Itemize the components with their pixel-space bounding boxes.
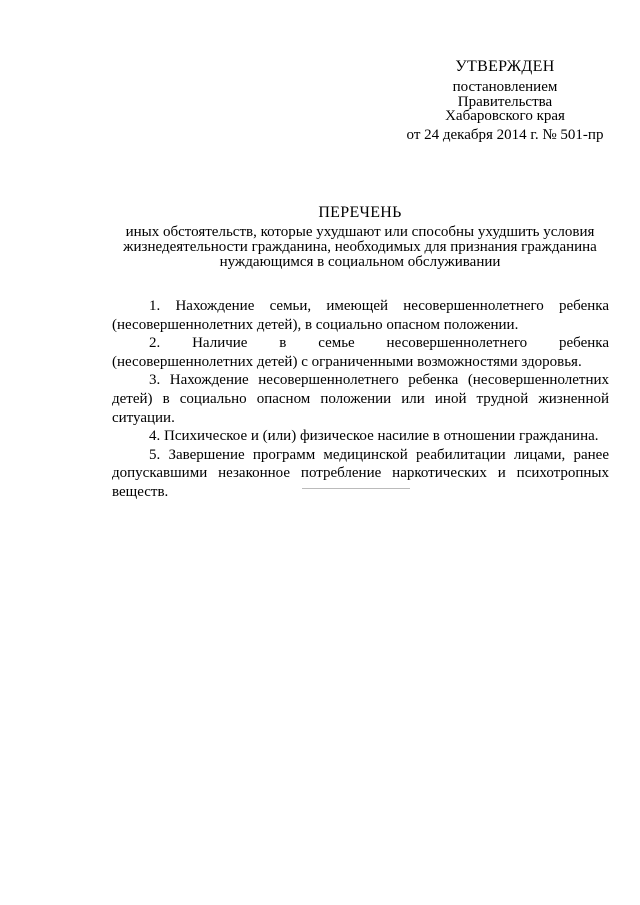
list-item: 4. Психическое и (или) физическое насилие в отношении гражданина.: [149, 428, 599, 445]
subtitle-line: нуждающимся в социальном обслуживании: [219, 254, 501, 270]
document-title: ПЕРЕЧЕНЬ: [318, 204, 402, 221]
approval-heading: УТВЕРЖДЕН: [455, 58, 555, 75]
list-item: 1. Нахождение семьи, имеющей несовершеннолетнего ребенка (несовершеннолетних детей), в социально опасном положении.: [112, 298, 609, 333]
approval-line: Правительства: [457, 93, 553, 110]
list-item: 5. Завершение программ медицинской реабилитации лицами, ранее допускавшими незаконное потребление наркотических и психотропных веществ.: [112, 446, 609, 500]
approval-line: постановлением: [452, 79, 558, 95]
document-subtitle: [110, 225, 610, 270]
subtitle-line: иных обстоятельств, которые ухудшают или способны ухудшить условия: [125, 224, 595, 240]
subtitle-line: жизнедеятельности гражданина, необходимых для признания гражданина: [123, 239, 597, 255]
list-item: 3. Нахождение несовершеннолетнего ребенка (несовершеннолетних детей) в социально опасном положении или иной трудной жизненной ситуации.: [112, 372, 609, 426]
approval-block: [380, 58, 630, 142]
list-items: [112, 297, 609, 502]
list-item: 2. Наличие в семье несовершеннолетнего ребенка (несовершеннолетних детей) с ограниченными возможностями здоровья.: [112, 335, 609, 370]
approval-date-line: от 24 декабря 2014 г. № 501-пр: [406, 126, 604, 143]
end-divider: [302, 488, 410, 489]
approval-line: Хабаровского края: [445, 108, 565, 124]
